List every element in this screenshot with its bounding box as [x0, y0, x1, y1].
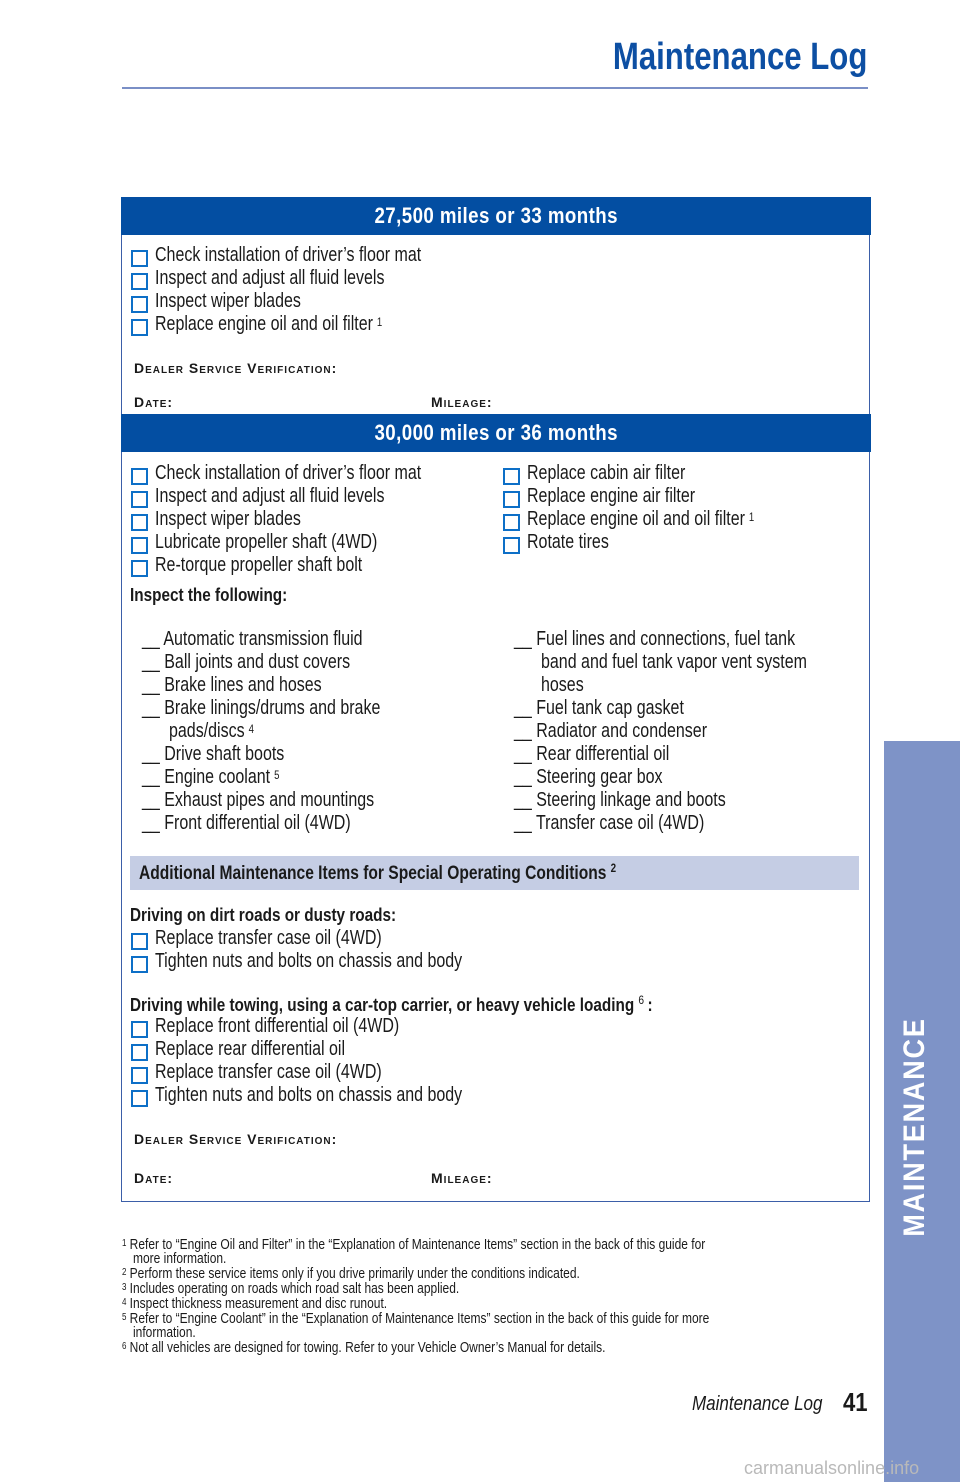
additional-items-heading: Additional Maintenance Items for Special Operating Conditions $^2$: [139, 861, 617, 884]
checkbox[interactable]: [131, 273, 148, 290]
checklist-item: Re-torque propeller shaft bolt: [155, 554, 363, 576]
service-box-27500: [121, 197, 870, 417]
checkbox[interactable]: [131, 956, 148, 973]
footnote-1-cont: more information.: [133, 1250, 227, 1267]
footnote-5: $^5$ Refer to “Engine Coolant” in the “Explanation of Maintenance Items” section in the back of this guide for more: [122, 1310, 710, 1327]
footnote-3: $^3$ Includes operating on roads which road salt has been applied.: [122, 1280, 460, 1297]
checkbox[interactable]: [131, 560, 148, 577]
inspect-item: __ Engine coolant $^5$: [142, 766, 280, 788]
towing-heading: Driving while towing, using a car-top carrier, or heavy vehicle loading $^6$ :: [130, 993, 653, 1015]
watermark: carmanualsonline.info: [744, 1458, 920, 1478]
checkbox[interactable]: [131, 1021, 148, 1038]
checkbox[interactable]: [131, 1044, 148, 1061]
inspect-item: __ Fuel lines and connections, fuel tank: [514, 628, 796, 650]
checklist-item: Replace rear differential oil: [155, 1038, 346, 1060]
checkbox[interactable]: [131, 319, 148, 336]
footer-section-name: Maintenance Log: [692, 1393, 823, 1415]
checklist-item: Replace engine air filter: [527, 485, 696, 507]
footnote-5-cont: information.: [133, 1324, 196, 1341]
service-box-30000: [121, 414, 870, 1202]
footnote-4: $^4$ Inspect thickness measurement and disc runout.: [122, 1295, 388, 1312]
inspect-item-continued: band and fuel tank vapor vent system: [541, 651, 807, 673]
checkbox[interactable]: [131, 296, 148, 313]
checklist-item: Check installation of driver’s floor mat: [155, 462, 422, 484]
inspect-item: __ Steering linkage and boots: [514, 789, 726, 811]
footnote-2: $^2$ Perform these service items only if you drive primarily under the conditions indicated.: [122, 1265, 580, 1282]
checklist-item: Lubricate propeller shaft (4WD): [155, 531, 378, 553]
inspect-item: __ Front differential oil (4WD): [142, 812, 351, 834]
page-title: Maintenance Log: [612, 36, 867, 78]
checkbox[interactable]: [131, 468, 148, 485]
dealer-verification-label: Dealer Service Verification:: [134, 1131, 338, 1147]
checkbox[interactable]: [131, 1090, 148, 1107]
checkbox[interactable]: [131, 933, 148, 950]
inspect-item: __ Steering gear box: [514, 766, 663, 788]
checklist-item: Inspect wiper blades: [155, 290, 301, 312]
title-divider: [122, 87, 868, 89]
inspect-item: __ Transfer case oil (4WD): [514, 812, 705, 834]
dealer-verification-label: Dealer Service Verification:: [134, 360, 338, 376]
additional-items-banner: [130, 856, 859, 890]
checkbox[interactable]: [131, 514, 148, 531]
mileage-label: Mileage:: [431, 1170, 493, 1186]
page-number: 41: [843, 1387, 868, 1417]
checklist-item: Check installation of driver’s floor mat: [155, 244, 422, 266]
checklist-item: Replace engine oil and oil filter $^1$: [527, 508, 755, 530]
inspect-item: __ Ball joints and dust covers: [142, 651, 351, 673]
date-label: Date:: [134, 394, 174, 410]
inspect-item: __ Brake linings/drums and brake: [142, 697, 381, 719]
dirt-roads-heading: Driving on dirt roads or dusty roads:: [130, 905, 397, 925]
checkbox[interactable]: [131, 250, 148, 267]
inspect-item: __ Radiator and condenser: [514, 720, 708, 742]
inspect-item: __ Rear differential oil: [514, 743, 670, 765]
checklist-item: Replace cabin air filter: [527, 462, 686, 484]
checklist-item: Replace transfer case oil (4WD): [155, 927, 382, 949]
inspect-item-continued: pads/discs $^4$: [169, 720, 254, 742]
interval-band: 27,500 miles or 33 months: [121, 197, 871, 235]
mileage-label: Mileage:: [431, 394, 493, 410]
checklist-item: Rotate tires: [527, 531, 609, 553]
section-tab-label: MAINTENANCE: [898, 1017, 931, 1237]
checklist-item: Replace engine oil and oil filter $^1$: [155, 313, 383, 335]
checklist-item: Tighten nuts and bolts on chassis and body: [155, 1084, 463, 1106]
inspect-item: __ Exhaust pipes and mountings: [142, 789, 375, 811]
checkbox[interactable]: [131, 537, 148, 554]
checkbox[interactable]: [131, 491, 148, 508]
checklist-item: Tighten nuts and bolts on chassis and body: [155, 950, 463, 972]
inspect-item: __ Fuel tank cap gasket: [514, 697, 684, 719]
checklist-item: Inspect wiper blades: [155, 508, 301, 530]
checkbox[interactable]: [503, 468, 520, 485]
checklist-item: Replace transfer case oil (4WD): [155, 1061, 382, 1083]
inspect-item: __ Drive shaft boots: [142, 743, 285, 765]
date-label: Date:: [134, 1170, 174, 1186]
checklist-item: Replace front differential oil (4WD): [155, 1015, 400, 1037]
checkbox[interactable]: [131, 1067, 148, 1084]
checklist-item: Inspect and adjust all fluid levels: [155, 267, 385, 289]
footnote-1: $^1$ Refer to “Engine Oil and Filter” in the “Explanation of Maintenance Items” section in the back of this guide for: [122, 1236, 706, 1253]
inspect-item: __ Brake lines and hoses: [142, 674, 322, 696]
checkbox[interactable]: [503, 537, 520, 554]
checklist-item: Inspect and adjust all fluid levels: [155, 485, 385, 507]
footnote-6: $^6$ Not all vehicles are designed for towing. Refer to your Vehicle Owner’s Manual for details.: [122, 1339, 606, 1356]
interval-band: 30,000 miles or 36 months: [121, 414, 871, 452]
inspect-heading: Inspect the following:: [130, 585, 288, 605]
checkbox[interactable]: [503, 491, 520, 508]
inspect-item: __ Automatic transmission fluid: [142, 628, 363, 650]
inspect-item-continued: hoses: [541, 674, 584, 696]
checkbox[interactable]: [503, 514, 520, 531]
